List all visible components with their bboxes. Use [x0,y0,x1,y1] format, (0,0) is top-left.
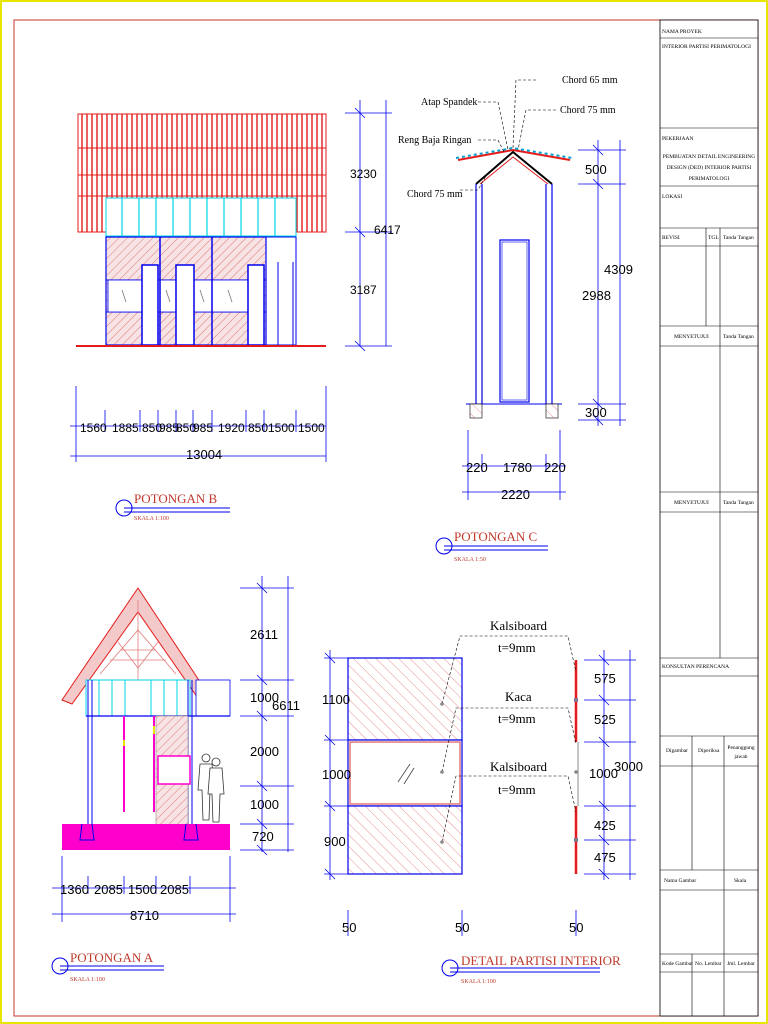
pb-dim-total: 13004 [186,447,223,462]
pb-dim-h-8: 850 [248,421,269,435]
konsultan-label: KONSULTAN PERENCANA [662,664,730,670]
pa-dim-h-4: 2085 [160,882,189,897]
pb-dim-h-7: 1920 [218,421,245,435]
diperiksa-label: Diperiksa [698,748,720,754]
dp-dim-left-3: 900 [324,834,346,849]
dp-dim-right-6: 475 [594,850,616,865]
clerestory-b [106,198,296,236]
pc-dim-h-2: 1780 [503,460,532,475]
skala-label: Skala [734,878,747,884]
tgl-label: TGL [708,235,719,241]
pb-dim-h-10: 1500 [298,421,325,435]
potongan-a-vdims [240,576,294,855]
dp-dim-left-1: 1100 [322,692,350,707]
pa-dim-v-6: 720 [252,829,274,844]
pc-label-chord75: Chord 75 mm [407,189,463,200]
pc-dim-v-4: 300 [585,405,607,420]
pb-dim-v-1: 3230 [350,167,377,181]
pekerjaan-line-2: DESIGN (DED) INTERIOR PARTISI [666,165,752,171]
nama-gambar-label: Nama Gambar [664,878,697,884]
dp-label-3-thk: t=9mm [498,782,536,797]
dp-dim-left-2: 1000 [322,767,351,782]
potongan-c-title: POTONGAN C [454,529,538,544]
nama-proyek-label: NAMA PROYEK [662,29,702,35]
dp-dim-bottom-2: 50 [455,920,470,935]
dp-label-1-thk: t=9mm [498,640,536,655]
detail-partisi-title: DETAIL PARTISI INTERIOR [461,953,621,968]
menyetujui-label-2: MENYETUJUI [674,500,709,506]
pa-dim-h-2: 2085 [94,882,123,897]
pa-dim-v-5: 1000 [250,797,279,812]
digambar-label: Digambar [666,748,688,754]
jawab-label: jawab [734,754,748,760]
pc-dim-total: 2220 [501,487,530,502]
pa-dim-h-3: 1500 [128,882,157,897]
pb-dim-h-2: 1885 [112,421,139,435]
dp-dim-right-3: 1000 [589,766,618,781]
dp-dim-right-2: 525 [594,712,616,727]
jml-lembar-label: Jml. Lembar [727,961,755,967]
tanda-tangan-label-1: Tanda Tangan [723,235,754,241]
pa-dim-total: 8710 [130,908,159,923]
potongan-b-title: POTONGAN B [134,491,218,506]
dp-label-1-name: Kalsiboard [490,618,548,633]
human-figures [198,754,224,822]
pc-dim-h-3: 220 [544,460,566,475]
dp-dim-right-1: 575 [594,671,616,686]
no-lembar-label: No. Lembar [695,961,722,967]
tanda-tangan-label-3: Tanda Tangan [723,500,754,506]
potongan-a-drawing [62,588,230,850]
pb-dim-h-6: 985 [193,421,214,435]
pc-dim-h-1: 220 [466,460,488,475]
dp-dim-right-4: 3000 [614,759,643,774]
pb-dim-h-3: 850 [142,421,163,435]
potongan-b-scale: SKALA 1:100 [134,516,169,522]
pa-dim-h-1: 1360 [60,882,89,897]
pc-label-chord65: Chord 65 mm [562,75,618,86]
potongan-b-drawing [76,114,326,346]
pb-dim-h-5: 850 [176,421,197,435]
penanggung-label: Penanggung [727,745,755,751]
pb-dim-h-1: 1560 [80,421,107,435]
pb-dim-v-2: 6417 [374,223,401,237]
pc-dim-v-1: 500 [585,162,607,177]
potongan-a-title: POTONGAN A [70,950,154,965]
pb-dim-h-4: 985 [159,421,180,435]
potongan-c-vdims [578,140,626,426]
detail-partisi-scale: SKALA 1:100 [461,979,496,985]
dp-dim-right-5: 425 [594,818,616,833]
pb-dim-v-3: 3187 [350,283,377,297]
potongan-a-scale: SKALA 1:100 [70,977,105,983]
dp-label-2-name: Kaca [505,689,532,704]
detail-partisi-drawing [348,636,578,874]
dp-label-2-thk: t=9mm [498,711,536,726]
revisi-label: REVISI [662,235,680,241]
pekerjaan-line-1: PEMBUATAN DETAIL ENGINEERING [662,154,756,160]
pc-label-atap: Atap Spandek [421,97,478,108]
pc-label-chord75-top: Chord 75 mm [560,105,616,116]
pekerjaan-line-3: PERIMATOLOGI [688,176,730,182]
pa-dim-v-2: 1000 [250,690,279,705]
pa-dim-v-3: 6611 [272,698,300,713]
pa-dim-v-4: 2000 [250,744,279,759]
pc-dim-v-3: 2988 [582,288,611,303]
title-block [660,20,758,1016]
potongan-c-scale: SKALA 1:50 [454,557,486,563]
pc-dim-v-2: 4309 [604,262,633,277]
potongan-c-drawing [456,80,572,418]
tanda-tangan-label-2: Tanda Tangan [723,334,754,340]
menyetujui-label-1: MENYETUJUI [674,334,709,340]
lokasi-label: LOKASI [662,194,683,200]
pb-dim-h-9: 1500 [268,421,295,435]
dp-dim-bottom-1: 50 [342,920,357,935]
dp-label-3-name: Kalsiboard [490,759,548,774]
pekerjaan-label: PEKERJAAN [662,136,694,142]
nama-proyek-value: INTERIOR PARTISI PERIMATOLOGI [662,44,751,50]
pc-label-reng: Reng Baja Ringan [398,135,472,146]
pa-dim-v-1: 2611 [250,627,278,642]
dp-dim-bottom-3: 50 [569,920,584,935]
kode-gambar-label: Kode Gambar [662,961,694,967]
